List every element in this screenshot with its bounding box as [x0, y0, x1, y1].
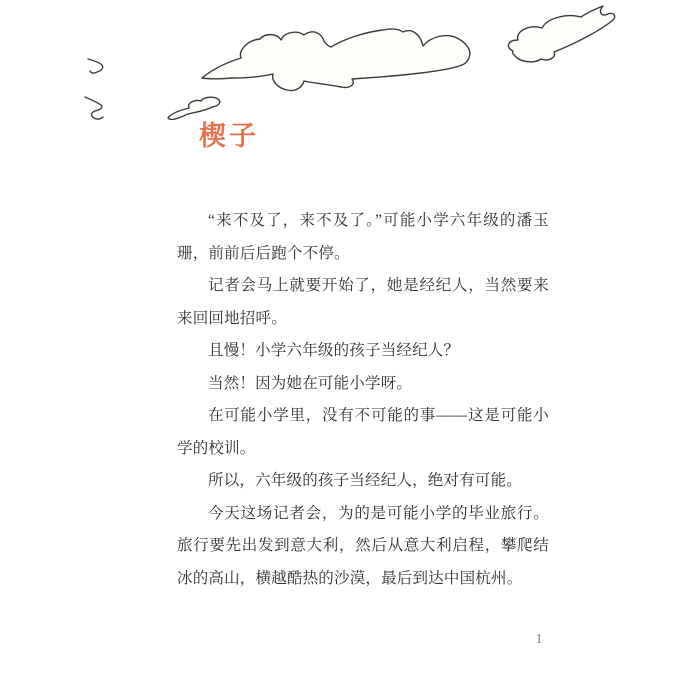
page-number: 1	[535, 631, 543, 646]
chapter-title: 楔子	[199, 121, 259, 151]
mini-cloud-icon	[168, 97, 220, 119]
paragraph: 且慢！小学六年级的孩子当经纪人？	[208, 342, 460, 359]
paragraph: 在可能小学里，没有不可能的事——这是可能小学的校训。	[177, 407, 549, 457]
paragraph: 当然！因为她在可能小学呀。	[208, 374, 413, 392]
paragraph: 所以，六年级的孩子当经纪人，绝对有可能。	[208, 472, 523, 489]
large-cloud-icon	[202, 29, 470, 91]
body-text	[177, 205, 549, 595]
squiggle-top-left-icon	[88, 59, 103, 73]
paragraph: 记者会马上就要开始了，她是经纪人，当然要来来回回地招呼。	[177, 277, 549, 327]
top-right-cloud-icon	[508, 6, 614, 62]
squiggle-bottom-left-icon	[85, 97, 103, 119]
cloud-illustration	[0, 0, 700, 150]
paragraph: “来不及了，来不及了。”可能小学六年级的潘玉珊，前前后后跑个不停。	[177, 212, 549, 262]
paragraph: 今天这场记者会，为的是可能小学的毕业旅行。旅行要先出发到意大利，然后从意大利启程，攀爬结冰的高山，横越酷热的沙漠，最后到达中国杭州。	[177, 504, 549, 587]
